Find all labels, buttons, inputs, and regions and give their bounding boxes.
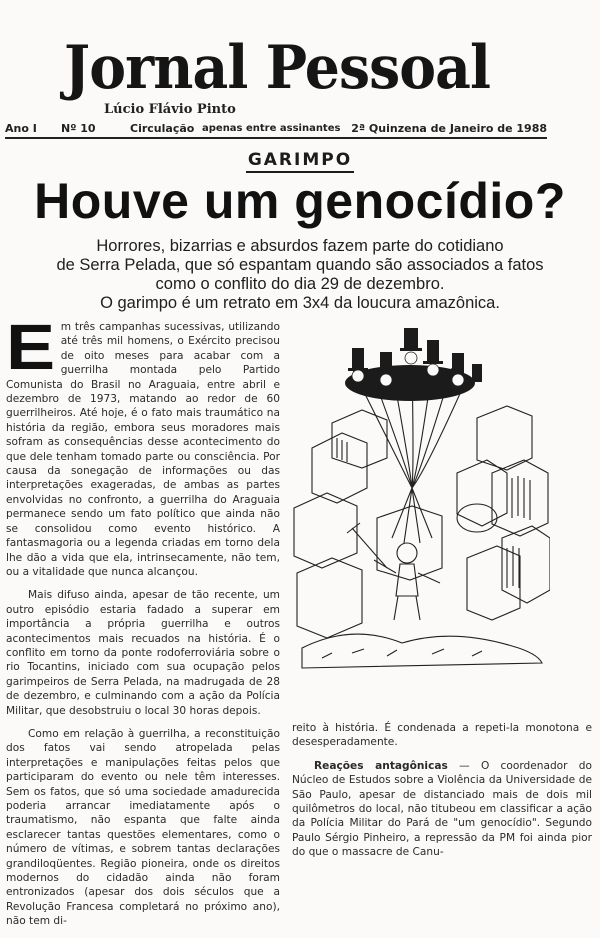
- garimpo-cartoon-icon: [292, 328, 550, 698]
- subhead: Reações antagônicas: [314, 759, 448, 772]
- paragraph: Mais difuso ainda, apesar de tão recente, um outro episódio estaria fadado a superar em importância a própria guerrilha e outros acontecimentos mais recuados na história. É o conflito em torno da ponte rodoferroviária sobre o rio Tocantins, iniciado com sua ocupação pelos garimpeiros de Serra Pelada, na madrugada de 28 de dezembro, e culminando com a ação da Polícia Militar, que desobstruiu o local 30 horas depois.: [6, 589, 280, 717]
- article-column-left: [6, 311, 280, 938]
- circulation-label: Circulação: [130, 122, 195, 135]
- deck-line: Horrores, bizarrias e absurdos fazem parte do cotidiano: [96, 237, 504, 255]
- year-label: Ano I: [5, 122, 37, 135]
- paragraph: [292, 759, 592, 860]
- deck-line: como o conflito do dia 29 de dezembro.: [155, 275, 445, 293]
- masthead-title: Jornal Pessoal: [64, 33, 491, 103]
- paragraph: Como em relação à guerrilha, a reconstituição dos fatos vai sendo atropelada pelas interpretações e manipulações feitas pelos que participaram do evento ou nele têm interesses. Sem os fatos, que só uma sociedade amadurecida poderia arrancar imediatamente após o traumatismo, não espanta que falte ainda esclarecer tantas questões elementares, como o número de vítimas, e sobrem tantas declarações grandiloqüentes. Região pioneira, onde os direitos modernos do cidadão ainda não foram entronizados (apesar dos dois séculos que a Revolução Francesa completará no próximo ano), não tem di-: [6, 727, 280, 928]
- deck: [0, 237, 600, 313]
- headline: Houve um genocídio?: [34, 173, 566, 229]
- circulation-note: apenas entre assinantes: [202, 123, 341, 134]
- section-label: GARIMPO: [246, 150, 354, 173]
- drop-cap: E: [6, 311, 56, 383]
- paragraph-continuation: reito à história. É condenada a repeti-la monotona e desesperadamente.: [292, 722, 592, 749]
- issue-number: Nº 10: [61, 122, 96, 135]
- deck-line: de Serra Pelada, que só espantam quando são associados a fatos: [56, 256, 544, 274]
- masthead-info-bar: [5, 121, 547, 139]
- section-kicker: [0, 150, 600, 170]
- paragraph-text: m três campanhas sucessivas, utilizando até três mil homens, o Exército precisou de oito meses para acabar com a guerrilha montada pelo Partido Comunista do Brasil no Araguaia, entre abril e dezembro de 1973, matando ao redor de 60 guerrilheiros. Até hoje, é o fato mais traumático na história da região, embora seus moradores mais sofram as consequências desse acontecimento do que dele tenham tomado parte ou consciência. Por causa da sonegação de informações ou das interpretações exageradas, de ambas as partes envolvidas no confronto, a guerrilha do Araguaia permanece sendo um fato político que ainda não se consolidou como evento histórico. A fantasmagoria ou a legenda criadas em torno dela lhe dão a vida que ela, intrinsecamente, não tem, ou a vitalidade que nunca alcançou.: [6, 321, 280, 578]
- paragraph: [6, 311, 280, 579]
- deck-line: O garimpo é um retrato em 3x4 da loucura amazônica.: [100, 294, 500, 312]
- issue-date: 2ª Quinzena de Janeiro de 1988: [351, 122, 547, 135]
- cartoon-illustration: [292, 328, 550, 698]
- article-column-right: [292, 721, 592, 869]
- paragraph-text: — O coordenador do Núcleo de Estudos sobre a Violência da Universidade de São Paulo, apesar de distanciado mais de dois mil quilômetros do local, não titubeou em classificar a ação da Polícia Militar do Pará de "um genocídio". Segundo Paulo Sérgio Pinheiro, a repressão da PM foi ainda pior do que o massacre de Canu-: [292, 759, 592, 859]
- masthead-author: Lúcio Flávio Pinto: [104, 102, 236, 117]
